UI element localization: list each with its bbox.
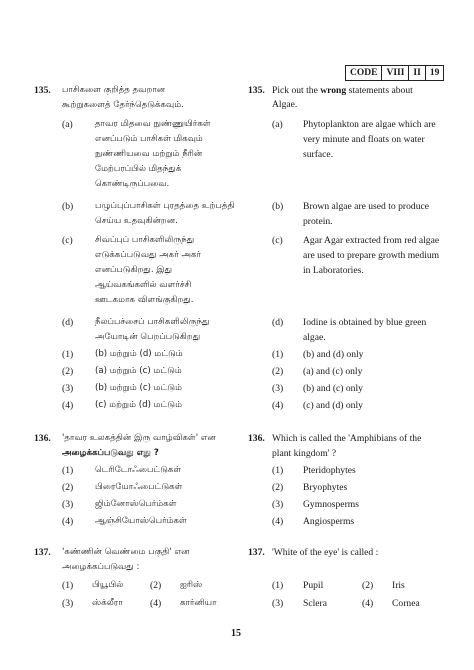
q135-english-opt-c-3: in Laboratories. <box>303 265 364 276</box>
q135-tamil-opt-c-2: எடுக்கப்படுவது அகர் அகர் <box>95 250 202 260</box>
q135-tamil-opt-c-1: சிவப்புப் பாசிகளிலிருந்து <box>95 235 195 245</box>
q137-english-ans-1: Pupil <box>303 580 324 591</box>
q135-english-ans-1-label: (1) <box>272 349 284 360</box>
q137-num-tamil: 137. <box>34 547 51 558</box>
q135-tamil-opt-d-label: (d) <box>62 317 74 328</box>
q137-english-ans-3: Sclera <box>303 598 327 609</box>
q135-english-ans-4-label: (4) <box>272 400 284 411</box>
q135-tamil-opt-a-label: (a) <box>62 119 73 130</box>
q135-tamil-opt-b-label: (b) <box>62 201 74 212</box>
q137-tamil-ans-1: பியூபில் <box>92 580 124 590</box>
q135-english-opt-b-1: Brown algae are used to produce <box>303 201 430 212</box>
q136-english-ans-4-label: (4) <box>272 516 284 527</box>
q135-tamil-opt-c-label: (c) <box>62 235 73 246</box>
q135-tamil-opt-a-3: நுண்ணியவை மற்றும் நீரின் <box>95 149 203 159</box>
page-number: 15 <box>231 628 241 639</box>
q135-english-stem-2: Algae. <box>272 99 298 110</box>
code-part-3: 19 <box>429 68 440 78</box>
q135-tamil-opt-c-3: எனப்படுகிறது. இது <box>95 265 173 275</box>
q135-english-opt-d-1: Iodine is obtained by blue green <box>303 317 427 328</box>
q135-tamil-opt-a-2: எனப்படும் பாசிகள் மிகவும் <box>95 134 203 144</box>
q137-english-ans-3-label: (3) <box>272 598 284 609</box>
q137-tamil-stem-1: 'கண்ணின் வெண்மை பகுதி' என <box>62 547 190 557</box>
code-part-2: II <box>409 66 425 80</box>
code-box <box>345 65 444 81</box>
q136-tamil-ans-2-label: (2) <box>62 482 74 493</box>
q135-english-ans-2-label: (2) <box>272 366 284 377</box>
code-part-1: VIII <box>382 66 409 80</box>
q137-tamil-ans-3-label: (3) <box>62 598 74 609</box>
q137-num-english: 137. <box>248 547 265 558</box>
q135-tamil-ans-2: (a) மற்றும் (c) மட்டும் <box>95 366 182 376</box>
q137-english-ans-2-label: (2) <box>362 580 374 591</box>
q137-tamil-ans-4: கார்னியா <box>180 598 217 608</box>
q136-tamil-ans-3-label: (3) <box>62 499 74 510</box>
q137-tamil-ans-1-label: (1) <box>62 580 74 591</box>
q137-tamil-ans-4-label: (4) <box>150 598 162 609</box>
q137-english-ans-1-label: (1) <box>272 580 284 591</box>
q135-tamil-opt-a-5: கொண்டிருப்பவை. <box>95 179 170 189</box>
q135-english-opt-a-2: very minute and floats on water <box>303 134 425 145</box>
q135-tamil-ans-1-label: (1) <box>62 349 74 360</box>
q135-num-tamil: 135. <box>34 85 51 96</box>
q135-tamil-ans-4: (c) மற்றும் (d) மட்டும் <box>95 400 182 410</box>
q136-english-stem-1: Which is called the 'Amphibians of the <box>272 433 422 444</box>
q135-english-ans-2: (a) and (c) only <box>303 366 363 377</box>
q137-tamil-ans-2-label: (2) <box>150 580 162 591</box>
q136-tamil-stem-2: அழைக்கப்படுவது எது ? <box>62 448 159 458</box>
q136-tamil-ans-4: ஆஞ்சியோஸ்பெர்ம்கள் <box>95 516 187 526</box>
q135-tamil-stem-2: கூற்றுகளைத் தேர்ந்தெடுக்கவும். <box>62 100 184 110</box>
q135-tamil-opt-d-2: அயோடின் பெறப்படுகிறது <box>95 332 201 342</box>
q135-num-english: 135. <box>248 85 265 96</box>
q135-english-opt-a-label: (a) <box>272 119 283 130</box>
q136-english-ans-3: Gymnosperms <box>303 499 359 510</box>
q136-tamil-ans-1-label: (1) <box>62 465 74 476</box>
q135-english-ans-1: (b) and (d) only <box>303 349 364 360</box>
q135-tamil-opt-c-5: ஊடகமாக விளங்குகிறது. <box>95 295 194 305</box>
q135-tamil-ans-2-label: (2) <box>62 366 74 377</box>
q137-english-ans-2: Iris <box>392 580 405 591</box>
q136-english-ans-1-label: (1) <box>272 465 284 476</box>
q137-tamil-stem-2: அழைக்கப்படுவது : <box>62 562 140 572</box>
q136-english-stem-2: plant kingdom' ? <box>272 448 337 459</box>
q135-english-opt-a-3: surface. <box>303 149 334 160</box>
q135-english-stem-1: Pick out the wrong statements about <box>272 85 413 96</box>
q135-english-opt-b-2: protein. <box>303 216 333 227</box>
q135-english-opt-d-2: algae. <box>303 332 326 343</box>
q136-english-ans-2: Bryophytes <box>303 482 348 493</box>
q135-english-ans-4: (c) and (d) only <box>303 400 363 411</box>
q135-tamil-opt-a-1: தாவர மிதவை நுண்ணுயிர்கள் <box>95 119 211 129</box>
q137-tamil-ans-3: ஸ்க்லீரா <box>92 598 123 608</box>
q136-tamil-stem-1: 'தாவர உலகத்தின் இரு வாழ்விகள்' என <box>62 433 216 443</box>
q135-tamil-ans-4-label: (4) <box>62 400 74 411</box>
q135-tamil-ans-3-label: (3) <box>62 383 74 394</box>
q135-english-ans-3: (b) and (c) only <box>303 383 363 394</box>
q135-tamil-opt-b-1: பழுப்புப்பாசிகள் புரதத்தை உற்பத்தி <box>95 201 235 211</box>
q136-english-ans-1: Pteridophytes <box>303 465 356 476</box>
q136-english-ans-2-label: (2) <box>272 482 284 493</box>
q135-tamil-opt-c-4: ஆய்வகங்களில் வளர்ச்சி <box>95 280 192 290</box>
q136-english-ans-4: Angiosperms <box>303 516 355 527</box>
q135-tamil-ans-3: (b) மற்றும் (c) மட்டும் <box>95 383 182 393</box>
q137-tamil-ans-2: ஐரிஸ் <box>180 580 203 590</box>
q135-english-opt-d-label: (d) <box>272 317 284 328</box>
q135-tamil-stem-1: பாசிகளை குறித்த தவறான <box>62 85 166 95</box>
q137-english-ans-4: Cornea <box>392 598 420 609</box>
code-label: CODE <box>346 66 382 80</box>
q135-tamil-opt-d-1: நீலப்பச்சைப் பாசிகளிலிருந்து <box>95 317 210 327</box>
q135-english-ans-3-label: (3) <box>272 383 284 394</box>
q135-tamil-ans-1: (b) மற்றும் (d) மட்டும் <box>95 349 183 359</box>
q136-tamil-ans-4-label: (4) <box>62 516 74 527</box>
q135-english-opt-a-1: Phytoplankton are algae which are <box>303 119 436 130</box>
q136-num-english: 136. <box>248 433 265 444</box>
q137-english-stem: 'White of the eye' is called : <box>272 547 379 558</box>
q136-english-ans-3-label: (3) <box>272 499 284 510</box>
q135-tamil-opt-a-4: மேற்பரப்பில் மிதந்துக் <box>95 164 182 174</box>
q137-english-ans-4-label: (4) <box>362 598 374 609</box>
q136-tamil-ans-3: ஜிம்னோஸ்பெர்ம்கள் <box>95 499 177 509</box>
q136-num-tamil: 136. <box>34 433 51 444</box>
q135-english-opt-c-2: are used to prepare growth medium <box>303 250 440 261</box>
q135-tamil-opt-b-2: செய்ய உதவுகின்றன. <box>95 216 178 226</box>
q136-tamil-ans-2: பிரையோஃபைட்டுகள் <box>95 482 183 492</box>
q135-english-opt-c-1: Agar Agar extracted from red algae <box>303 235 440 246</box>
q135-english-opt-b-label: (b) <box>272 201 284 212</box>
q136-tamil-ans-1: டெரிடோஃபைட்டுகள் <box>95 465 182 475</box>
q135-english-opt-c-label: (c) <box>272 235 283 246</box>
